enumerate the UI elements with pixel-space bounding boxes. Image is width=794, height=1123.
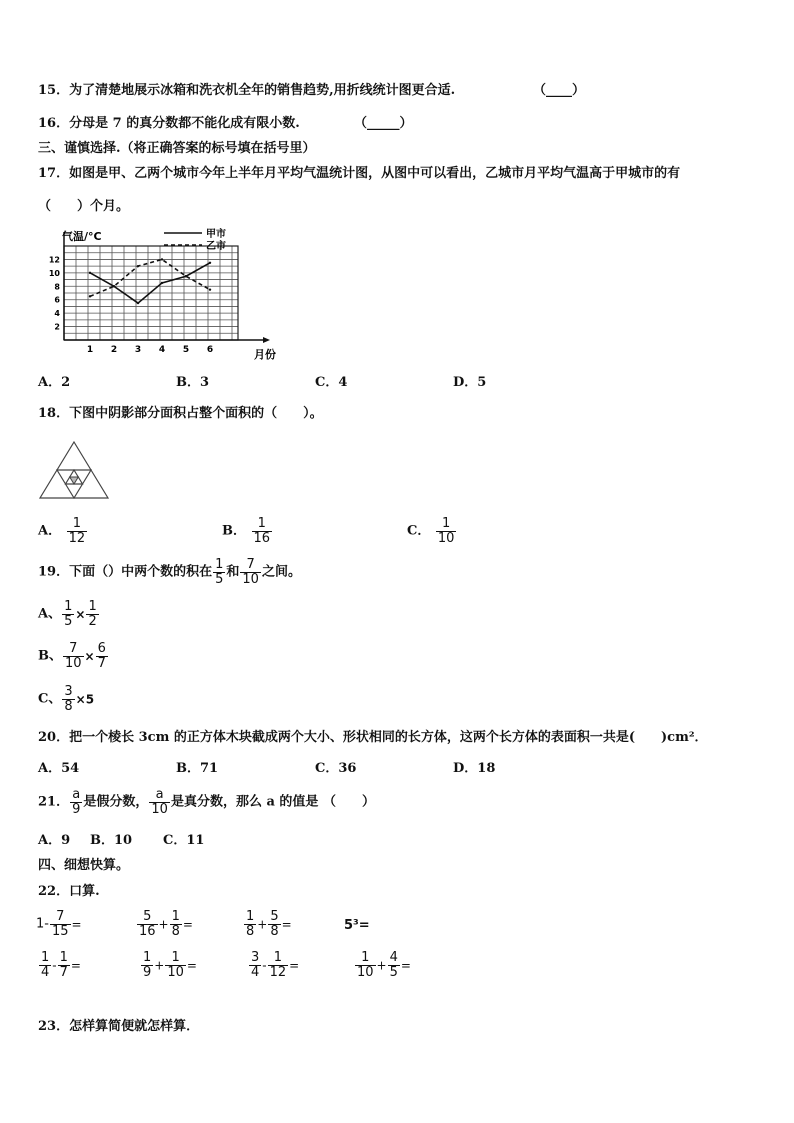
x-tick-label: 4 xyxy=(158,345,166,355)
series-line-yi xyxy=(90,259,210,296)
series-line-jia xyxy=(90,263,210,303)
y-tick-label: 4 xyxy=(54,309,60,319)
q20-option-c[interactable]: C．36 xyxy=(315,761,357,776)
q21-text: 21． $\frac{a}{9}$ 是假分数， $\frac{a}{10}$ 是真分数，那么 a 的值是 （ ） xyxy=(38,787,375,817)
x-tick-label: 6 xyxy=(206,345,214,355)
data-point xyxy=(209,288,211,290)
section-4-heading: 四、细想快算。 xyxy=(38,858,130,873)
chart-legend xyxy=(164,227,226,252)
q19-option-b[interactable]: B、 $\frac{7}{10}$ × $\frac{6}{7}$ xyxy=(38,641,106,671)
q18-option-a[interactable]: A． $\frac{1}{12}$ xyxy=(38,516,86,546)
legend-label: 甲市 xyxy=(206,229,226,240)
data-point xyxy=(89,272,91,274)
data-point xyxy=(113,285,115,287)
q16-text: 16．分母是 7 的真分数都不能化成有限小数. xyxy=(38,116,300,131)
q22-problem-8: $\frac{1}{10}$ + $\frac{4}{5}$ = xyxy=(357,950,411,980)
y-tick-label: 2 xyxy=(54,322,60,332)
x-tick-label: 1 xyxy=(86,345,94,355)
data-point xyxy=(161,258,163,260)
q19-text: 19．下面（）中两个数的积在 $\frac{1}{5}$ 和 $\frac{7}{10}$ 之间。 xyxy=(38,557,301,587)
data-point xyxy=(137,302,139,304)
q21-option-a[interactable]: A．9 xyxy=(38,833,71,848)
y-tick-label: 10 xyxy=(48,268,60,278)
chart-x-axis-label: 月份 xyxy=(254,348,276,361)
q18-option-b[interactable]: B． $\frac{1}{16}$ xyxy=(222,516,271,546)
y-tick-label: 6 xyxy=(54,295,60,305)
q17-option-a[interactable]: A．2 xyxy=(38,375,71,390)
q21-option-b[interactable]: B．10 xyxy=(90,833,133,848)
legend-label: 乙市 xyxy=(206,241,226,252)
x-axis-arrow xyxy=(263,337,270,343)
q17-option-c[interactable]: C．4 xyxy=(315,375,348,390)
q19-option-c[interactable]: C、 $\frac{3}{8}$ ×5 xyxy=(38,684,95,714)
q15-text: 15．为了清楚地展示冰箱和洗衣机全年的销售趋势,用折线统计图更合适. xyxy=(38,83,456,98)
q17-text-line1: 17．如图是甲、乙两个城市今年上半年月平均气温统计图，从图中可以看出，乙城市月平均气温高于甲城市的有 xyxy=(38,166,681,181)
data-point xyxy=(137,265,139,267)
q22-problem-5: $\frac{1}{4}$ - $\frac{1}{7}$ = xyxy=(41,950,81,980)
q17-option-d[interactable]: D．5 xyxy=(453,375,487,390)
q17-temperature-line-chart xyxy=(42,224,292,366)
data-point xyxy=(89,295,91,297)
chart-series xyxy=(89,258,211,304)
data-point xyxy=(209,262,211,264)
q19-option-a[interactable]: A、 $\frac{1}{5}$ × $\frac{1}{2}$ xyxy=(38,599,97,629)
x-tick-label: 2 xyxy=(110,345,118,355)
q22-title: 22．口算. xyxy=(38,884,100,899)
x-tick-label: 3 xyxy=(134,345,142,355)
y-tick-label: 12 xyxy=(48,255,60,265)
q22-problem-4: 5³= xyxy=(344,918,370,933)
section-3-heading: 三、谨慎选择.（将正确答案的标号填在括号里） xyxy=(38,141,316,156)
q18-triangle-figure xyxy=(38,440,110,502)
x-tick-label: 5 xyxy=(182,345,190,355)
chart-y-axis-label: 气温/°C xyxy=(62,230,102,243)
q22-problem-3: $\frac{1}{8}$ + $\frac{5}{8}$ = xyxy=(246,909,292,939)
q17-option-b[interactable]: B．3 xyxy=(176,375,210,390)
q23-text: 23．怎样算简便就怎样算． xyxy=(38,1019,200,1034)
q16-answer-blank[interactable]: （_____） xyxy=(354,116,413,131)
q22-problem-1: 1- $\frac{7}{15}$ = xyxy=(36,909,82,939)
q22-problem-2: $\frac{5}{16}$ + $\frac{1}{8}$ = xyxy=(139,909,193,939)
q20-text: 20．把一个棱长 3cm 的正方体木块截成两个大小、形状相同的长方体，这两个长方体的表面积一共是( )cm²． xyxy=(38,730,708,745)
q20-option-d[interactable]: D．18 xyxy=(453,761,496,776)
q22-problem-6: $\frac{1}{9}$ + $\frac{1}{10}$ = xyxy=(143,950,197,980)
data-point xyxy=(161,282,163,284)
q18-text: 18．下图中阴影部分面积占整个面积的（ ）。 xyxy=(38,406,323,421)
data-point xyxy=(185,275,187,277)
q22-problem-7: $\frac{3}{4}$ - $\frac{1}{12}$ = xyxy=(251,950,300,980)
q17-text-line2: （ ）个月。 xyxy=(38,199,130,214)
q18-option-c[interactable]: C． $\frac{1}{10}$ xyxy=(407,516,455,546)
q15-answer-blank[interactable]: （____） xyxy=(533,83,586,98)
y-tick-label: 8 xyxy=(54,282,60,292)
q21-option-c[interactable]: C．11 xyxy=(163,833,205,848)
q20-option-a[interactable]: A．54 xyxy=(38,761,80,776)
q20-option-b[interactable]: B．71 xyxy=(176,761,219,776)
